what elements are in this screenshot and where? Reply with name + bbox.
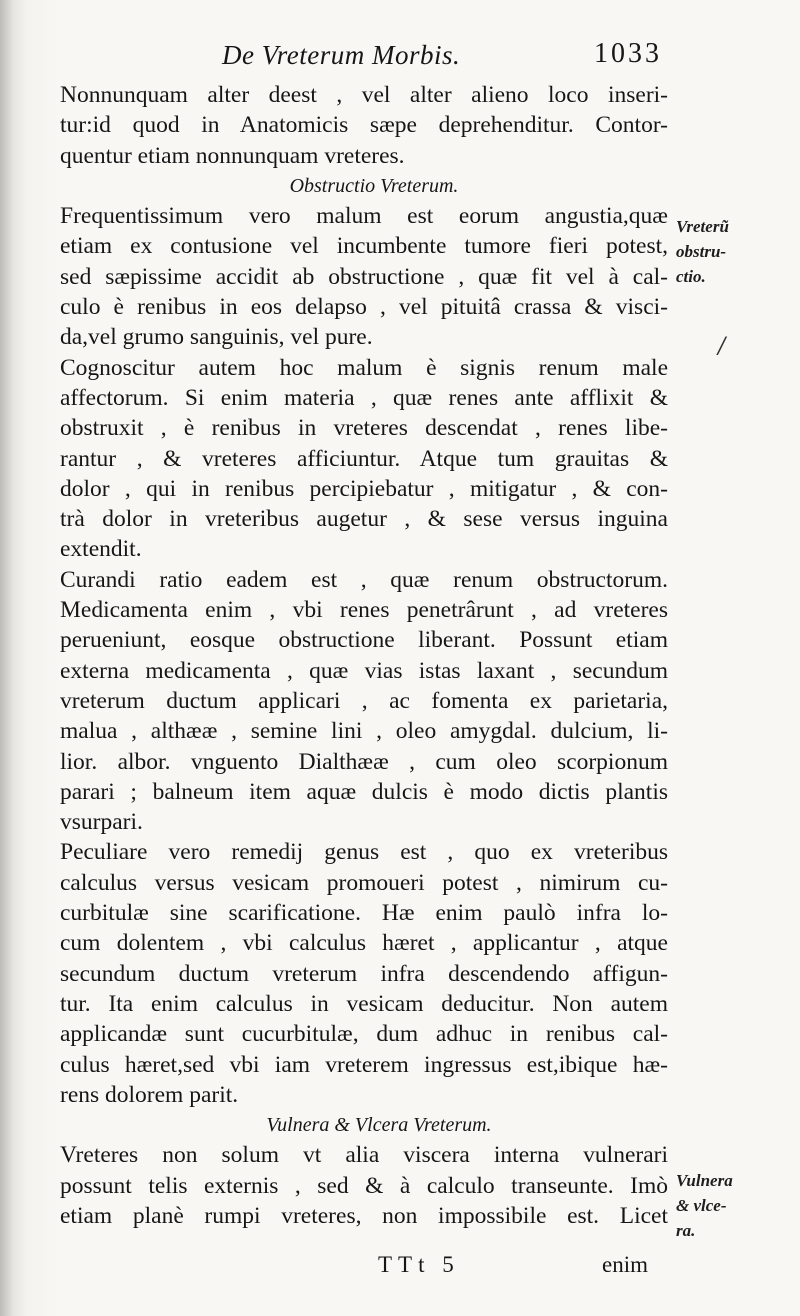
- text-line: rantur , & vreteres afficiuntur. Atque tum grauitas &: [60, 445, 668, 472]
- text-line: affectorum. Si enim materia , quæ renes ante afflixit &: [60, 384, 668, 411]
- text-line: tur:id quod in Anatomicis sæpe deprehenditur. Contor-: [60, 112, 668, 139]
- text-line: culus hæret,sed vbi iam vreterem ingressus est,ibique hæ-: [60, 1051, 668, 1078]
- text-line: externa medicamenta , quæ vias istas laxant , secundum: [60, 657, 668, 684]
- text-line: extendit.: [60, 536, 142, 563]
- text-line: culo è renibus in eos delapso , vel pituitâ crassa & visci-: [60, 294, 668, 321]
- text-line: parari ; balneum item aquæ dulcis è modo dictis plantis: [60, 778, 668, 805]
- text-line: Peculiare vero remedij genus est , quo ex vreteribus: [60, 839, 668, 866]
- text-line: applicandæ sunt cucurbitulæ, dum adhuc in renibus cal-: [60, 1021, 668, 1048]
- catchword: enim: [602, 1252, 648, 1277]
- text-line: secundum ductum vreterum infra descendendo affigun-: [60, 960, 668, 987]
- text-line: cum dolentem , vbi calculus hæret , applicantur , atque: [60, 930, 668, 957]
- text-line: Nonnunquam alter deest , vel alter alieno loco inseri-: [60, 82, 668, 108]
- section-heading: Vulnera & Vlcera Vreterum.: [266, 1114, 492, 1137]
- text-line: sed sæpissime accidit ab obstructione , quæ fit vel à cal-: [60, 263, 668, 290]
- text-line: etiam ex contusione vel incumbente tumore fieri potest,: [60, 233, 668, 260]
- margin-note-line: & vlce-: [676, 1196, 727, 1215]
- margin-note-line: Vulnera: [676, 1171, 733, 1190]
- page-number: 1033: [594, 38, 662, 69]
- margin-note-line: Vreterũ: [676, 217, 729, 236]
- text-line: tur. Ita enim calculus in vesicam deducitur. Non autem: [60, 990, 668, 1017]
- text-line: Frequentissimum vero malum est eorum angustia,quæ: [60, 203, 668, 230]
- text-line: vsurpari.: [60, 809, 143, 836]
- signature-mark: TTt 5: [378, 1252, 460, 1277]
- text-line: calculus versus vesicam promoueri potest , nimirum cu-: [60, 869, 668, 896]
- text-line: obstruxit , è renibus in vreteres descendat , renes libe-: [60, 415, 668, 442]
- section-heading: Obstructio Vreterum.: [289, 174, 459, 197]
- text-line: rens dolorem parit.: [60, 1081, 239, 1108]
- margin-note-line: ra.: [676, 1221, 696, 1240]
- margin-note-vulnera: [676, 1168, 796, 1243]
- text-line: Vreteres non solum vt alia viscera interna vulnerari: [60, 1142, 668, 1169]
- text-line: curbitulæ sine scarificatione. Hæ enim paulò infra lo-: [60, 900, 668, 927]
- text-line: lior. albor. vnguento Dialthææ , cum oleo scorpionum: [60, 748, 668, 775]
- margin-note-line: ctio.: [676, 267, 706, 286]
- margin-note-line: obstru-: [676, 242, 727, 261]
- text-line: Cognoscitur autem hoc malum è signis renum male: [60, 354, 668, 381]
- text-line: dolor , qui in renibus percipiebatur , mitigatur , & con-: [60, 475, 668, 502]
- margin-note-obstructio: [676, 214, 796, 289]
- stray-pen-mark: /: [718, 334, 726, 359]
- running-head: [0, 34, 800, 74]
- text-line: trà dolor in vreteribus augetur , & sese versus inguina: [60, 506, 668, 533]
- text-line: etiam planè rumpi vreteres, non impossibile est. Licet: [60, 1202, 668, 1229]
- text-line: possunt telis externis , sed & à calculo transeunte. Imò: [60, 1172, 668, 1199]
- text-line: da,vel grumo sanguinis, vel pure.: [60, 324, 373, 351]
- text-line: Curandi ratio eadem est , quæ renum obstructorum.: [60, 566, 668, 593]
- main-text: [60, 80, 668, 1231]
- page-gutter-shadow: [0, 0, 14, 1316]
- text-line: vreterum ductum applicari , ac fomenta ex parietaria,: [60, 687, 668, 714]
- running-head-title: De Vreterum Morbis.: [222, 40, 461, 70]
- text-line: malua , althææ , semine lini , oleo amygdal. dulcium, li-: [60, 718, 668, 745]
- text-line: quentur etiam nonnunquam vreteres.: [60, 142, 405, 169]
- text-line: Medicamenta enim , vbi renes penetrârunt , ad vreteres: [60, 597, 668, 624]
- page-footer: [0, 1252, 800, 1292]
- text-line: perueniunt, eosque obstructione liberant. Possunt etiam: [60, 627, 668, 654]
